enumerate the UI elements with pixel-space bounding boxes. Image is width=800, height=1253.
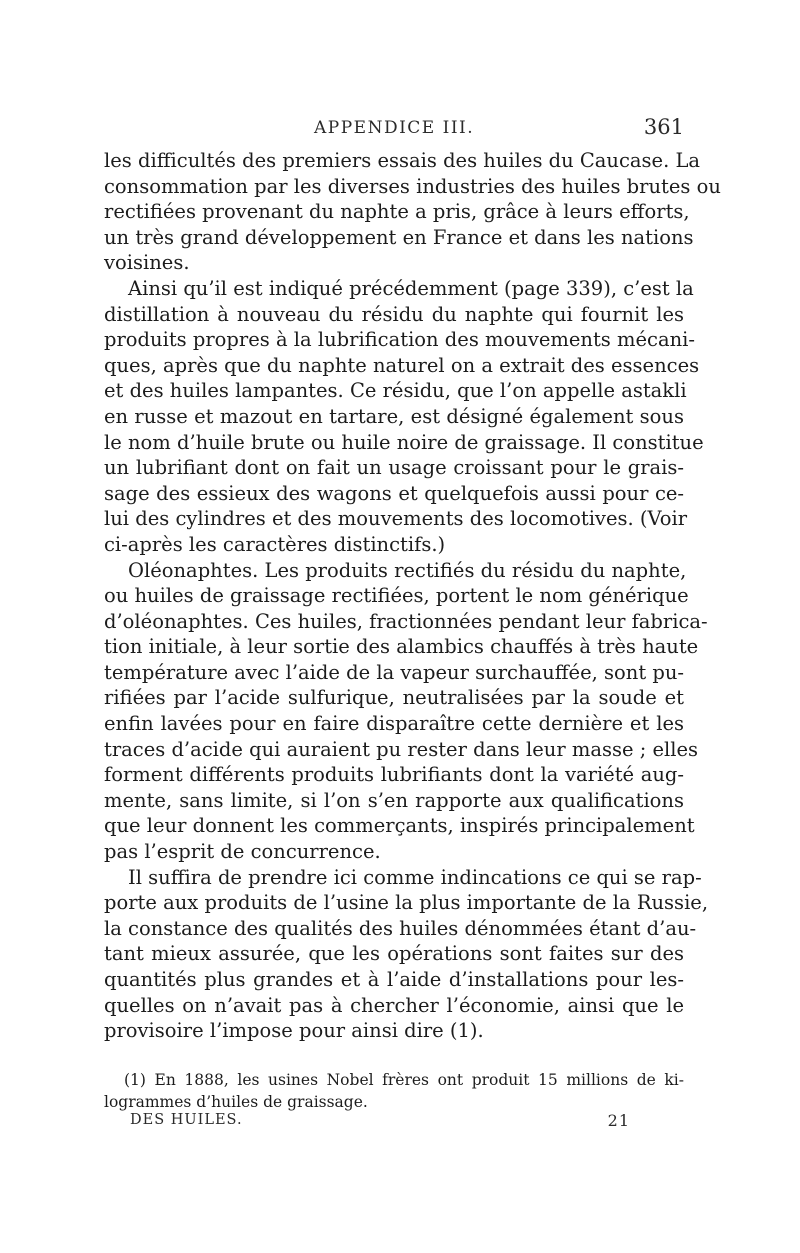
text-line: Oléonaphtes. Les produits rectifiés du résidu du naphte, bbox=[128, 558, 687, 582]
text-line: produits propres à la lubrification des mouvements mécani- bbox=[104, 328, 695, 352]
text-line: ques, après que du naphte naturel on a extrait des essences bbox=[104, 353, 700, 377]
text-line: Ainsi qu’il est indiqué précédemment (page 339), c’est la bbox=[128, 276, 694, 300]
text-line: un très grand développement en France et dans les nations bbox=[104, 225, 694, 249]
text-line: les difficultés des premiers essais des huiles du Caucase. La bbox=[104, 149, 701, 172]
body-text bbox=[104, 148, 721, 1044]
text-line: tant mieux assurée, que les opérations sont faites sur des bbox=[104, 942, 684, 966]
text-line: consommation par les diverses industries des huiles brutes ou bbox=[104, 174, 721, 198]
text-line: lui des cylindres et des mouvements des locomotives. (Voir bbox=[104, 507, 688, 531]
text-line: le nom d’huile brute ou huile noire de graissage. Il constitue bbox=[104, 430, 704, 454]
text-line: traces d’acide qui auraient pu rester dans leur masse ; elles bbox=[104, 737, 699, 761]
text-line: pas l’esprit de concurrence. bbox=[104, 840, 381, 864]
footnote-line: logrammes d’huiles de graissage. bbox=[104, 1093, 368, 1111]
text-line: forment différents produits lubrifiants dont la variété aug- bbox=[104, 763, 684, 787]
text-line: distillation à nouveau du résidu du naphte qui fournit les bbox=[104, 302, 684, 326]
text-line: rifiées par l’acide sulfurique, neutralisées par la soude et bbox=[104, 686, 684, 710]
text-line: température avec l’aide de la vapeur surchauffée, sont pu- bbox=[104, 660, 684, 684]
text-line: la constance des qualités des huiles dénommées étant d’au- bbox=[104, 916, 697, 940]
text-line: d’oléonaphtes. Ces huiles, fractionnées pendant leur fabrica- bbox=[104, 609, 708, 633]
footnote-line: (1) En 1888, les usines Nobel frères ont produit 15 millions de ki- bbox=[124, 1071, 684, 1089]
text-line: tion initiale, à leur sortie des alambics chauffés à très haute bbox=[104, 635, 699, 659]
signature-title: DES HUILES. bbox=[130, 1112, 243, 1128]
text-line: mente, sans limite, si l’on s’en rapporte aux qualifications bbox=[104, 788, 684, 812]
text-line: voisines. bbox=[104, 251, 190, 275]
footnote bbox=[104, 1069, 684, 1113]
text-line: que leur donnent les commerçants, inspirés principalement bbox=[104, 814, 695, 838]
text-line: Il suffira de prendre ici comme indincations ce qui se rap- bbox=[128, 865, 702, 889]
text-line: rectifiées provenant du naphte a pris, grâce à leurs efforts, bbox=[104, 200, 690, 224]
page-header bbox=[104, 115, 684, 146]
text-line: quantités plus grandes et à l’aide d’installations pour les- bbox=[104, 968, 684, 991]
signature-mark bbox=[130, 1112, 630, 1136]
text-line: sage des essieux des wagons et quelquefois aussi pour ce- bbox=[104, 481, 684, 505]
text-line: et des huiles lampantes. Ce résidu, que l’on appelle astakli bbox=[104, 379, 687, 403]
text-line: ci-après les caractères distinctifs.) bbox=[104, 532, 446, 556]
signature-number: 21 bbox=[607, 1111, 630, 1130]
text-line: ou huiles de graissage rectifiées, portent le nom générique bbox=[104, 584, 689, 608]
text-line: enfin lavées pour en faire disparaître cette dernière et les bbox=[104, 712, 684, 736]
running-head: APPENDICE III. bbox=[314, 118, 475, 138]
text-line: provisoire l’impose pour ainsi dire (1). bbox=[104, 1019, 484, 1043]
text-line: un lubrifiant dont on fait un usage croissant pour le grais- bbox=[104, 456, 684, 480]
text-line: en russe et mazout en tartare, est désigné également sous bbox=[104, 404, 684, 428]
page-number: 361 bbox=[643, 115, 684, 139]
text-line: porte aux produits de l’usine la plus importante de la Russie, bbox=[104, 891, 709, 915]
text-line: quelles on n’avait pas à chercher l’économie, ainsi que le bbox=[104, 993, 684, 1017]
